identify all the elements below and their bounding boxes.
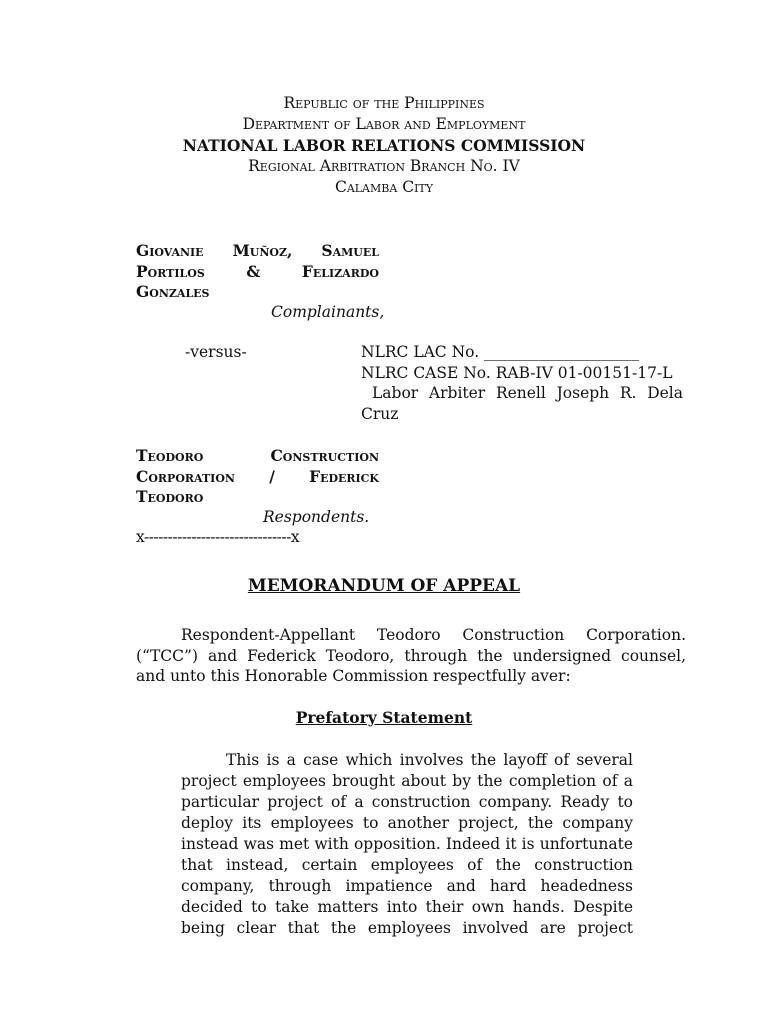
prefatory-line: that instead, certain employees of the construction <box>181 856 633 874</box>
prefatory-line: instead was met with opposition. Indeed it is unfortunate <box>181 835 633 853</box>
case-labor-arbiter-line1: Labor Arbiter Renell Joseph R. Dela <box>372 384 683 402</box>
header-republic: Republic of the Philippines <box>283 94 485 112</box>
complainant-name-part: Muñoz, <box>232 241 293 260</box>
prefatory-line: deploy its employees to another project, the company <box>181 814 633 832</box>
complainants-names-line2 <box>136 261 379 282</box>
prefatory-line: project employees brought about by the completion of a <box>181 772 633 790</box>
versus-label: -versus- <box>185 343 247 361</box>
respondents-names-line2 <box>136 466 379 487</box>
complainant-name-part: Portilos <box>136 262 205 281</box>
respondents-names-line3: Teodoro <box>136 487 204 506</box>
respondent-name-part: Teodoro <box>136 446 204 465</box>
case-labor-arbiter-line2: Cruz <box>361 405 399 423</box>
complainant-name-part: Felizardo <box>301 262 379 281</box>
intro-paragraph <box>136 625 686 688</box>
case-number: NLRC CASE No. RAB-IV 01-00151-17-L <box>361 364 673 382</box>
intro-line: Respondent-Appellant Teodoro Construction Corporation. <box>181 626 686 644</box>
caption-separator: x-------------------------------x <box>136 528 300 546</box>
complainants-names-line1 <box>136 240 379 261</box>
section-heading-prefatory: Prefatory Statement <box>295 708 473 727</box>
prefatory-line: This is a case which involves the layoff of several <box>226 751 633 769</box>
complainant-name-part: & <box>246 262 261 281</box>
respondent-name-part: Construction <box>270 446 379 465</box>
document-title: MEMORANDUM OF APPEAL <box>247 576 521 596</box>
complainants-role: Complainants, <box>271 303 385 321</box>
header-city: Calamba City <box>334 178 434 196</box>
case-lac-number: NLRC LAC No. ____________________ <box>361 343 640 361</box>
respondent-name-part: Corporation <box>136 467 235 486</box>
complainant-name-part: Samuel <box>321 241 379 260</box>
header-department: Department of Labor and Employment <box>242 115 526 133</box>
intro-line: and unto this Honorable Commission respectfully aver: <box>136 667 571 685</box>
respondents-role: Respondents. <box>263 508 370 526</box>
header-branch: Regional Arbitration Branch No. IV <box>248 157 520 175</box>
respondents-names-line1 <box>136 445 379 466</box>
complainant-name-part: Giovanie <box>136 241 204 260</box>
prefatory-paragraph <box>181 750 633 939</box>
complainants-names-line3: Gonzales <box>136 282 210 301</box>
respondent-name-part: Federick <box>309 467 379 486</box>
intro-line: (“TCC”) and Federick Teodoro, through the undersigned counsel, <box>136 647 686 665</box>
prefatory-line: decided to take matters into their own hands. Despite <box>181 898 633 916</box>
prefatory-line: being clear that the employees involved are project <box>181 919 633 937</box>
header-commission: NATIONAL LABOR RELATIONS COMMISSION <box>182 136 586 155</box>
prefatory-line: particular project of a construction company. Ready to <box>181 793 633 811</box>
respondent-name-part: / <box>269 467 275 486</box>
prefatory-line: company, through impatience and hard headedness <box>181 877 633 895</box>
